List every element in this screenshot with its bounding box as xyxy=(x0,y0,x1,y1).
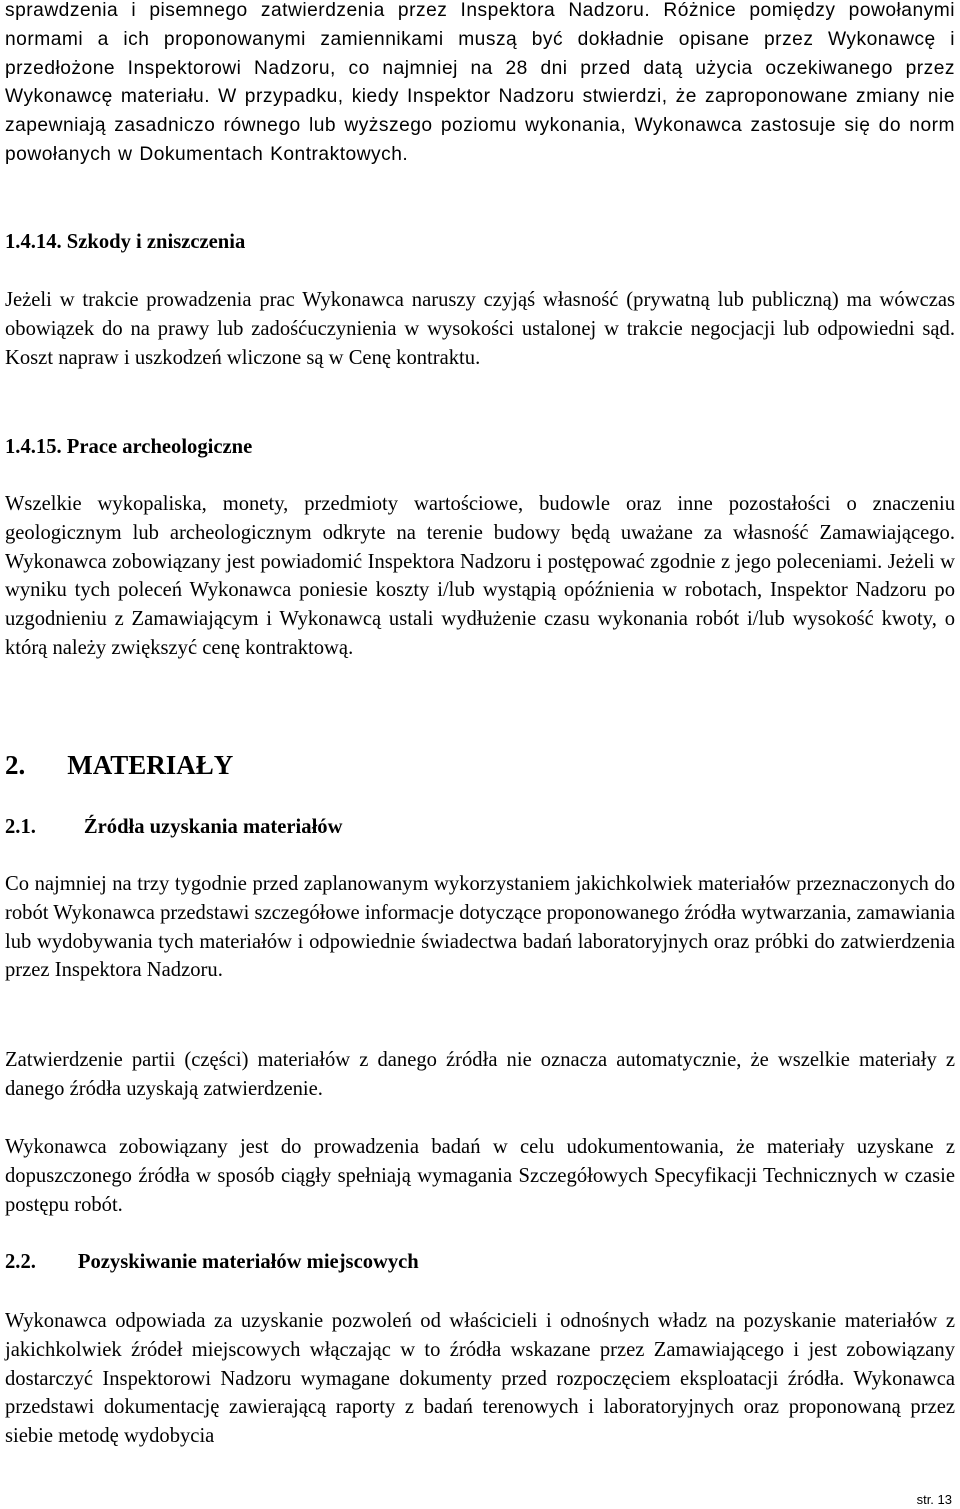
chapter-number: 2. xyxy=(5,750,26,780)
section-title: Pozyskiwanie materiałów miejscowych xyxy=(77,1251,419,1273)
section-title: Źródła uzyskania materiałów xyxy=(83,816,343,838)
paragraph-materialy-miejscowe: Wykonawca odpowiada za uzyskanie pozwoleń od właścicieli i odnośnych władz na pozyskanie materiałów z jakichkolwiek źródeł miejscowych włączając w to źródła wskazane przez Zamawiającego i jest zobowiązany dostarczyć Inspektorowi Nadzoru wymagane dokumenty przed rozpoczęciem eksploatacji źródła. Wykonawca przedstawi dokumentację zawierającą raporty z badań terenowych i laboratoryjnych oraz proponowaną przez siebie metodę wydobycia xyxy=(5,1310,955,1448)
heading-2-1 xyxy=(5,813,955,842)
paragraph-archeologia: Wszelkie wykopaliska, monety, przedmioty wartościowe, budowle oraz inne pozostałości o znaczeniu geologicznym lub archeologicznym odkryte na terenie budowy będą uważane za własność Zamawiającego. Wykonawca zobowiązany jest powiadomić Inspektora Nadzoru i postępować zgodnie z jego poleceniami. Jeżeli w wyniku tych poleceń Wykonawca poniesie koszty i/lub wystąpią opóźnienia w robotach, Inspektor Nadzoru po uzgodnieniu z Zamawiającym i Wykonawcą ustali wydłużenie czasu wykonania robót i/lub wysokość kwoty, o którą należy zwiększyć cenę kontraktową. xyxy=(5,493,955,659)
section-number: 1.4.15. xyxy=(5,436,62,458)
paragraph-zrodla-2: Zatwierdzenie partii (części) materiałów z danego źródła nie oznacza automatycznie, że wszelkie materiały z danego źródła uzyskają zatwierdzenie. xyxy=(5,1049,955,1100)
heading-1-4-14 xyxy=(5,228,955,257)
section-number: 2.2. xyxy=(5,1251,36,1273)
paragraph-zrodla-3: Wykonawca zobowiązany jest do prowadzenia badań w celu udokumentowania, że materiały uzyskane z dopuszczonego źródła w sposób ciągły spełniają wymagania Szczegółowych Specyfikacji Technicznych w czasie postępu robót. xyxy=(5,1136,955,1216)
section-title: Prace archeologiczne xyxy=(66,436,253,458)
heading-2-2 xyxy=(5,1248,955,1277)
section-title: Szkody i zniszczenia xyxy=(66,231,246,253)
continuation-paragraph: sprawdzenia i pisemnego zatwierdzenia przez Inspektora Nadzoru. Różnice pomiędzy powołanymi normami a ich proponowanymi zamiennikami muszą być dokładnie opisane przez Wykonawcę i przedłożone Inspektorowi Nadzoru, co najmniej na 28 dni przed datą użycia oczekiwanego przez Wykonawcę materiału. W przypadku, kiedy Inspektor Nadzoru stwierdzi, że zaproponowane zmiany nie zapewniają zasadniczo równego lub wyższego poziomu wykonania, Wykonawca zastosuje się do norm powołanych w Dokumentach Kontraktowych. xyxy=(5,0,955,165)
chapter-title: MATERIAŁY xyxy=(67,750,234,780)
paragraph-szkody: Jeżeli w trakcie prowadzenia prac Wykonawca naruszy czyjąś własność (prywatną lub publiczną) ma wówczas obowiązek do na prawy lub zadośćuczynienia w wysokości ustalonej w trakcie negocjacji lub odpowiedni sąd. Koszt napraw i uszkodzeń wliczone są w Cenę kontraktu. xyxy=(5,289,955,369)
paragraph-zrodla-1: Co najmniej na trzy tygodnie przed zaplanowanym wykorzystaniem jakichkolwiek materiałów przeznaczonych do robót Wykonawca przedstawi szczegółowe informacje dotyczące proponowanego źródła wytwarzania, zamawiania lub wydobywania tych materiałów i odpowiednie świadectwa badań laboratoryjnych oraz próbki do zatwierdzenia przez Inspektora Nadzoru. xyxy=(5,873,955,982)
heading-1-4-15 xyxy=(5,433,955,462)
heading-chapter-2 xyxy=(5,748,955,782)
section-number: 2.1. xyxy=(5,816,36,838)
section-number: 1.4.14. xyxy=(5,231,62,253)
page-number: str. 13 xyxy=(916,1492,952,1507)
